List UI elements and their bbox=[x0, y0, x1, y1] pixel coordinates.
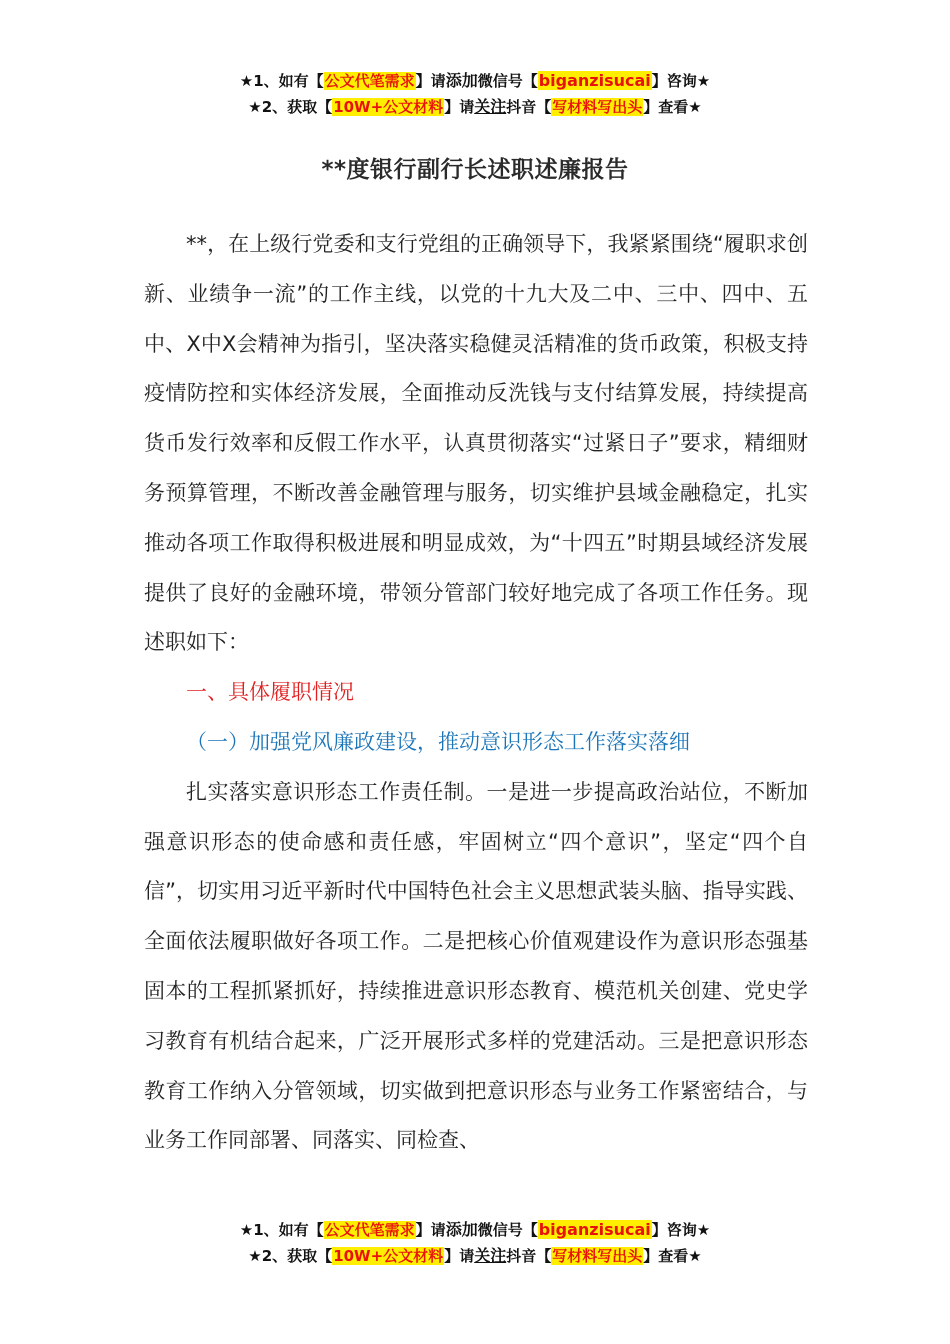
highlight-service: 公文代笔需求 bbox=[324, 1221, 415, 1239]
promo-line-2: ★2、获取【10W+公文材料】请关注抖音【写材料写出头】查看★ bbox=[248, 1246, 702, 1265]
document-body bbox=[144, 220, 808, 1166]
highlight-materials: 10W+公文材料 bbox=[333, 1247, 444, 1265]
emphasis-add: 添加 bbox=[445, 1220, 478, 1239]
highlight-wechat-id: biganzisucai bbox=[538, 71, 651, 90]
emphasis-add: 添加 bbox=[445, 71, 478, 90]
highlight-wechat-id: biganzisucai bbox=[538, 1220, 651, 1239]
promo-banner-bottom bbox=[0, 1217, 950, 1269]
document-title: **度银行副行长述职述廉报告 bbox=[321, 157, 629, 183]
highlight-service: 公文代笔需求 bbox=[324, 72, 415, 90]
promo-banner-top bbox=[0, 68, 950, 120]
highlight-materials: 10W+公文材料 bbox=[333, 98, 444, 116]
highlight-douyin-account: 写材料写出头 bbox=[552, 1247, 643, 1265]
intro-paragraph: **，在上级行党委和支行党组的正确领导下，我紧紧围绕“履职求创新、业绩争一流”的工作主线，以党的十九大及二中、三中、四中、五中、X中X会精神为指引，坚决落实稳健灵活精准的货币政策，积极支持疫情防控和实体经济发展，全面推动反洗钱与支付结算发展，持续提高货币发行效率和反假工作水平，认真贯彻落实“过紧日子”要求，精细财务预算管理，不断改善金融管理与服务，切实维护县域金融稳定，扎实推动各项工作取得积极进展和明显成效，为“十四五”时期县域经济发展提供了良好的金融环境，带领分管部门较好地完成了各项工作任务。现述职如下： bbox=[144, 232, 808, 655]
promo-line-1: ★1、如有【公文代笔需求】请添加微信号【biganzisucai】咨询★ bbox=[239, 1220, 711, 1239]
section-heading: 一、具体履职情况 bbox=[186, 680, 354, 705]
promo-line-1: ★1、如有【公文代笔需求】请添加微信号【biganzisucai】咨询★ bbox=[239, 71, 711, 90]
promo-line-2: ★2、获取【10W+公文材料】请关注抖音【写材料写出头】查看★ bbox=[248, 97, 702, 116]
body-paragraph: 扎实落实意识形态工作责任制。一是进一步提高政治站位，不断加强意识形态的使命感和责任感，牢固树立“四个意识”，坚定“四个自信”，切实用习近平新时代中国特色社会主义思想武装头脑、指导实践、全面依法履职做好各项工作。二是把核心价值观建设作为意识形态强基固本的工程抓紧抓好，持续推进意识形态教育、模范机关创建、党史学习教育有机结合起来，广泛开展形式多样的党建活动。三是把意识形态教育工作纳入分管领域，切实做到把意识形态与业务工作紧密结合，与业务工作同部署、同落实、同检查、 bbox=[144, 779, 808, 1153]
highlight-douyin-account: 写材料写出头 bbox=[552, 98, 643, 116]
emphasis-follow: 关注 bbox=[474, 1246, 507, 1265]
subsection-heading: （一）加强党风廉政建设，推动意识形态工作落实落细 bbox=[186, 729, 690, 754]
emphasis-follow: 关注 bbox=[474, 97, 507, 116]
